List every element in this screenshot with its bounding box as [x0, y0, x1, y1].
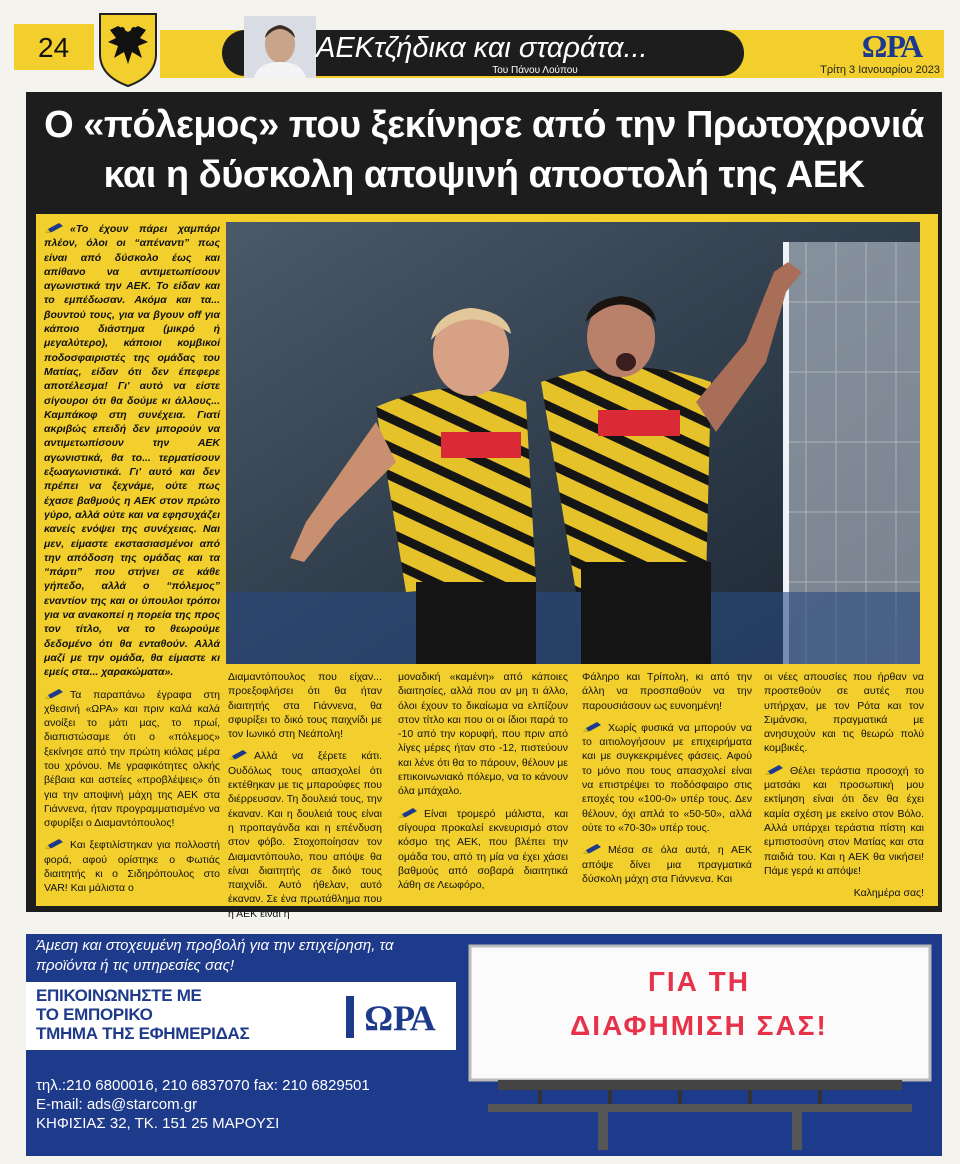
headline: [30, 100, 938, 208]
paragraph: οι νέες απουσίες που ήρθαν να προστεθούν σε αυτές που υπήρχαν, με τον Ρότα και τον Σιμάνσκι, πραγματικά με ανησυχούν και τις θεωρώ πολύ κομβικές.: [764, 671, 924, 755]
article-column-3: [398, 670, 568, 906]
headline-line-2: και η δύσκολη αποψινή αποστολή της ΑΕΚ: [103, 154, 865, 196]
column-title: ΑΕΚτζήδικα και σταράτα...: [316, 32, 648, 64]
paragraph: Φάληρο και Τρίπολη, κι από την άλλη να προσπαθούν να την παρουσιάσουν ως ευνοημένη!: [582, 671, 752, 712]
ad-cta-text: [36, 986, 336, 1048]
ad-phone: τηλ.:210 6800016, 210 6837070 fax: 210 6829501: [36, 1077, 370, 1094]
paragraph: Θέλει τεράστια προσοχή το ματσάκι και προσωπική μου εκτίμηση είναι ότι δεν θα έχει καμία σχέση με εκείνο στον Βόλο. Αλλά υπάρχει τεράστια πίστη και εμπιστοσύνη στον Ματίας και στα παιδιά του. Και η ΑΕΚ θα νικήσει! Πάμε γερά κι απόψε!: [764, 764, 924, 877]
author-photo: [244, 16, 316, 78]
paragraph: Και ξεφτιλίστηκαν για πολλοστή φορά, αφού ορίστηκε ο Φωτιάς διαιτητής κι ο Σιδηρόπουλος στο VAR! Και μάλιστα ο: [44, 839, 220, 895]
paragraph: μοναδική «καμένη» από κάποιες διαιτησίες, αλλά που αν μη τι άλλο, όλοι έχουν το δικαίωμα να ελπίζουν στον τίτλο και που οι οι ίδιοι παρά το -10 από την κορυφή, που πριν από λίγες μέρες ήταν στο -12, πιστεύουν και λένε ότι θα το πάρουν, θέλουν με επικοινωνιακό πόλεμο, να το κάνουν όλα μπάχαλο.: [398, 671, 568, 798]
aek-crest-icon: [96, 8, 160, 88]
author-byline: Του Πάνου Λούπου: [492, 65, 578, 76]
pen-icon: [582, 721, 602, 733]
paragraph: Χωρίς φυσικά να μπορούν να το αιτιολογήσουν με επιχειρήματα και με συγκεκριμένες φάσεις. Αφού το μόνο που τους απασχολεί είναι να επιστρέψει το ποδόσφαιρο στις εποχές του «100-0» υπέρ τους. Δεν θέλουν, όχι απλά το «50-50», αλλά ούτε το «70-30» υπέρ τους.: [582, 721, 752, 834]
article-column-1: [44, 222, 220, 906]
billboard-line: ΓΙΑ ΤΗ: [648, 966, 750, 997]
paragraph: Τα παραπάνω έγραφα στη χθεσινή «ΩΡΑ» και πριν καλά καλά ανοίξει το μάτι μας, το πρωί, διαπιστώσαμε ότι ο «πόλεμος» ξεκίνησε από την πρώτη κιόλας μέρα του χρόνου. Με γραφικότητες ολκής βέβαια και αστείες «προβλέψεις» ότι για την αποψινή μάχη της ΑΕΚ στα Γιάννενα, ήταν προγραμματισμένο να σφυρίξει ο Διαμαντόπουλος!: [44, 688, 220, 830]
paragraph: Διαμαντόπουλος που είχαν... προεξοφλήσει ότι θα ήταν διαιτητής στα Γιάννενα, θα σφυρίξει το δικό τους παιχνίδι με τον Ιωνικό στη Νεάπολη!: [228, 671, 382, 741]
pen-icon: [764, 764, 784, 776]
intro-paragraph: «Το έχουν πάρει χαμπάρι πλέον, όλοι οι “απέναντι” πως είναι από δύσκολο έως και απίθανο να αντιμετωπίσουν αγωνιστικά την ΑΕΚ. Το είδαν και το εμπέδωσαν. Ακόμα και τα... βουντού τους, για να βγουν off για κάποιο διάστημα (μικρό ή μεγαλύτερο), κάποιοι κομβικοί ποδοσφαιριστές της ομάδας του Ματίας, είδαν ότι δεν έπεφερε αποτέλεσμα! Γι' αυτό να είστε σίγουροι ότι θα δούμε κι άλλους... Καμπάκοφ στη συνέχεια. Γιατί ακριβώς επειδή δεν μπορούν να αντιμετωπίσουν την ΑΕΚ αγωνιστικά, θα το... τερματίσουν εξωαγωνιστικά. Γι' αυτό και δεν πρέπει να ξεχνάμε, ούτε πως έχασε βαθμούς η ΑΕΚ στον πρώτο γύρο, αλλά ούτε και να εφησυχάζει κανείς ενόψει της συνέχειας. Ναι μεν, είμαστε εκστασιασμένοι από την απόδοση της ομάδας και τα “πάρτι” που στήνει σε κάθε γήπεδο, αλλά ο “πόλεμος” εναντίον της και οι ύπουλοι τρόποι για να ανακοπεί η πορεία της προς τον τίτλο, να το θεωρούμε δεδομένο ότι θα ενταθούν. Αλλά μαζί με την ομάδα, θα είμαστε κι εμείς στα... χαρακώματα».: [44, 223, 220, 679]
ad-email[interactable]: E-mail: ads@starcom.gr: [36, 1096, 198, 1113]
pen-icon: [582, 843, 602, 855]
ad-address: ΚΗΦΙΣΙΑΣ 32, ΤΚ. 151 25 ΜΑΡΟΥΣΙ: [36, 1115, 280, 1132]
article-column-5: [764, 670, 924, 906]
ad-tagline: Άμεση και στοχευμένη προβολή για την επιχείρηση, τα προϊόντα ή τις υπηρεσίες σας!: [36, 937, 394, 974]
paragraph: Είναι τρομερό μάλιστα, και σίγουρα προκαλεί εκνευρισμό στον κόσμο της ΑΕΚ, που βλέπει την ομάδα του, από τη μία να έχει χάσει βαθμούς από σοβαρά διαιτητικά λάθη σε Λεωφόρο,: [398, 807, 568, 892]
ad-newspaper-logo: [346, 992, 446, 1042]
sign-off: Καλημέρα σας!: [853, 887, 924, 900]
ad-cta-line: ΤΜΗΜΑ ΤΗΣ ΕΦΗΜΕΡΙΔΑΣ: [36, 1024, 250, 1043]
paragraph: Αλλά να ξέρετε κάτι. Ουδόλως τους απασχολεί ότι εκτέθηκαν με τις μπαρούφες που διέρρευσαν. Τη δουλειά τους, την έκαναν. Και η δουλειά τους είναι η προπαγάνδα και η επένδυση στον φόβο. Στοχοποίησαν τον Διαμαντόπουλο, που απόψε θα είναι διαιτητής σε δικό τους παιχνίδι. Αυτό ήθελαν, αυτό έκαναν. Σε ένα πρωτάθλημα που η ΑΕΚ είναι η: [228, 750, 382, 920]
pen-icon: [44, 688, 64, 700]
ad-contact-info: [36, 1076, 476, 1152]
ad-cta-line: ΤΟ ΕΜΠΟΡΙΚΟ: [36, 1005, 153, 1024]
newspaper-logo: ΩΡΑ: [861, 28, 923, 64]
pen-icon: [44, 838, 64, 850]
pen-icon: [44, 222, 64, 234]
billboard-text: [480, 960, 918, 1060]
article-column-4: [582, 670, 752, 906]
pen-icon: [398, 807, 418, 819]
issue-date: Τρίτη 3 Ιανουαρίου 2023: [820, 64, 940, 76]
paragraph: Μέσα σε όλα αυτά, η ΑΕΚ απόψε δίνει μια πραγματικά δύσκολη μάχη στα Γιάννενα. Και: [582, 844, 752, 885]
billboard-line: ΔΙΑΦΗΜΙΣΗ ΣΑΣ!: [570, 1010, 828, 1041]
players-photo: [226, 222, 920, 664]
article-column-2: [228, 670, 382, 920]
ad-logo-text: ΩΡΑ: [364, 998, 436, 1038]
ad-cta-line: ΕΠΙΚΟΙΝΩΝΗΣΤΕ ΜΕ: [36, 986, 202, 1005]
pen-icon: [228, 749, 248, 761]
headline-line-1: Ο «πόλεμος» που ξεκίνησε από την Πρωτοχρονιά: [44, 104, 924, 146]
page-number: 24: [14, 24, 94, 70]
